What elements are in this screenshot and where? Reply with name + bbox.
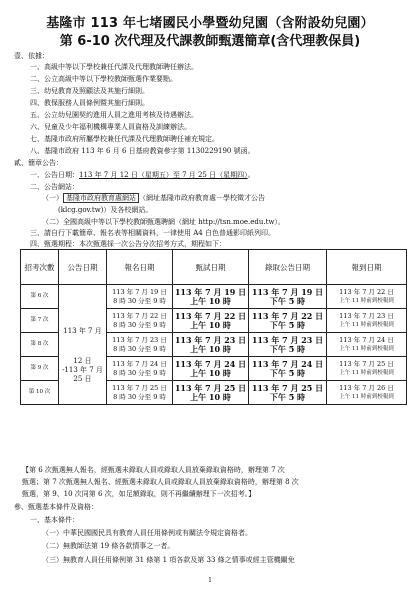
- result-cell: [249, 309, 327, 333]
- report-cell: [327, 309, 407, 333]
- condition-item: （一）中華民國國民具有教育人員任用條例或有關法令規定資格者。: [42, 529, 252, 537]
- exam-time: 上午 10 時: [190, 319, 231, 330]
- condition-item: （三）無教育人員任用條例第 31 條第 1 項各款及第 33 條之情事或經主管機關免: [42, 556, 295, 564]
- result-cell: [249, 381, 327, 405]
- reg-time: 8 時 30 分至 9 時: [113, 368, 166, 377]
- exam-date: 113 年 7 月 24 日: [174, 358, 247, 369]
- condition-item: （二）無教師法第 19 條各款情事之一者。: [42, 542, 175, 550]
- document-title-line2: 第 6-10 次代理及代課教師甄選簡章(含代理教保員): [59, 34, 361, 49]
- exam-time: 上午 10 時: [190, 343, 231, 354]
- document-title-line1: 基隆市 113 年七堵國民小學暨幼兒園（含附設幼兒園）: [46, 16, 374, 31]
- result-date: 113 年 7 月 25 日: [251, 382, 324, 393]
- page-number: 1: [208, 577, 212, 584]
- report-date: 113 年 7 月 23 日: [339, 311, 394, 320]
- exam-time: 上午 10 時: [190, 367, 231, 378]
- schedule-note-line: 【第 6 次甄選無人報名，經甄選未錄取人員或錄取人員放棄錄取資格時，辦理第 7 次: [22, 466, 285, 474]
- announcement-site-2: （二）全國高級中等以下學校教師甄選聘網（網址 http://tsn.moe.edu.tw）。: [42, 218, 285, 226]
- registration-cell: [107, 333, 173, 357]
- header-result: 錄取公告日期: [249, 250, 327, 285]
- basic-conditions-heading: 一、基本條件：: [30, 516, 79, 524]
- announcement-date-value: 113 年 7 月 12 日（星期五）至 7 月 25 日（星期四）: [79, 171, 248, 179]
- schedule-note-line: 甄選；第 7 次甄選無人報名、經甄選未錄取人員或錄取人員放棄錄取資格時，辦理第 8 次: [22, 478, 299, 486]
- report-cell: [327, 285, 407, 309]
- schedule-note-line: 甄選，第 9、10 次同第 6 次，如足額錄取，則不再繼續辦理下一次招考。】: [22, 490, 256, 498]
- report-cell: [327, 357, 407, 381]
- report-time: 上午 11 時前到校報到: [339, 345, 394, 352]
- section3-heading: 參、甄選基本條件及資格：: [14, 503, 98, 511]
- announcement-site-heading: 二、公告網站：: [30, 183, 79, 191]
- round-cell: 第 10 次: [21, 381, 59, 405]
- round-cell: 第 7 次: [21, 309, 59, 333]
- report-cell: [327, 381, 407, 405]
- header-round: 招考次數: [21, 250, 59, 285]
- report-date: 113 年 7 月 25 日: [339, 359, 394, 368]
- registration-cell: [107, 357, 173, 381]
- header-report: 報到日期: [327, 250, 407, 285]
- result-time: 下午 5 時: [269, 343, 306, 354]
- basis-item: 六、兒童及少年福利機構專業人員資格及訓練辦法。: [30, 123, 191, 131]
- basis-item: 八、基隆市政府 113 年 6 月 6 日基府教資參字第 1130229190 號函。: [30, 147, 255, 155]
- basis-item: 五、公立幼兒園契約進用人員之進用考核及待遇辦法。: [30, 111, 198, 119]
- announce-period-b: 12 日: [73, 357, 92, 365]
- report-date: 113 年 7 月 22 日: [339, 287, 394, 296]
- download-notice: 三、請自行下載簡章、報名表等相關資料，一律使用 A4 白色普通影印紙列印。: [30, 229, 275, 237]
- header-announce: 公告日期: [59, 250, 107, 285]
- basis-item: 一、高級中等以下學校兼任代課及代理教師聘任辦法。: [30, 63, 198, 71]
- announce-period-d: 25 日: [73, 375, 92, 383]
- result-date: 113 年 7 月 22 日: [251, 310, 324, 321]
- exam-time: 上午 10 時: [190, 391, 231, 402]
- result-time: 下午 5 時: [269, 319, 306, 330]
- table-header-row: [21, 250, 407, 285]
- header-exam: 甄試日期: [173, 250, 249, 285]
- reg-date: 113 年 7 月 25 日: [112, 383, 167, 392]
- reg-date: 113 年 7 月 23 日: [112, 335, 167, 344]
- reg-time: 8 時 30 分至 9 時: [113, 392, 166, 401]
- registration-cell: [107, 285, 173, 309]
- exam-cell: [173, 357, 249, 381]
- site1-name-link[interactable]: 基隆市政府教育處網站: [63, 193, 139, 203]
- basis-item: 二、公立高級中等以下學校教師甄選作業要點。: [30, 75, 177, 83]
- registration-cell: [107, 381, 173, 405]
- report-time: 上午 11 時前到校報到: [339, 369, 394, 376]
- exam-cell: [173, 333, 249, 357]
- site1-number: （一）: [42, 194, 63, 202]
- result-cell: [249, 285, 327, 309]
- reg-date: 113 年 7 月 22 日: [112, 311, 167, 320]
- reg-date: 113 年 7 月 24 日: [112, 359, 167, 368]
- report-time: 上午 11 時前到校報到: [339, 321, 394, 328]
- result-cell: [249, 333, 327, 357]
- schedule-intro: 四、甄選期程：本次甄選採一次公告分次招考方式，期程如下：: [30, 240, 226, 248]
- round-cell: 第 8 次: [21, 333, 59, 357]
- exam-date: 113 年 7 月 25 日: [174, 382, 247, 393]
- header-registration: 報名日期: [107, 250, 173, 285]
- report-date: 113 年 7 月 24 日: [339, 335, 394, 344]
- basis-item: 三、幼兒教育及照顧法及其施行細則。: [30, 87, 149, 95]
- announcement-date-suffix: 。: [247, 171, 255, 179]
- exam-time: 上午 10 時: [190, 295, 231, 306]
- report-time: 上午 11 時前到校報到: [339, 393, 394, 400]
- exam-date: 113 年 7 月 22 日: [174, 310, 247, 321]
- reg-date: 113 年 7 月 19 日: [112, 287, 167, 296]
- round-cell: 第 9 次: [21, 357, 59, 381]
- section1-heading: 壹、依據：: [14, 52, 49, 60]
- exam-cell: [173, 309, 249, 333]
- registration-cell: [107, 309, 173, 333]
- basis-item: 四、教保服務人員條例暨其施行細則。: [30, 99, 149, 107]
- result-time: 下午 5 時: [269, 295, 306, 306]
- exam-date: 113 年 7 月 23 日: [174, 334, 247, 345]
- announcement-date: [30, 171, 255, 180]
- basis-item: 七、基隆市政府所屬學校兼任代課及代理教師聘任補充規定。: [30, 135, 219, 143]
- result-time: 下午 5 時: [269, 367, 306, 378]
- announce-period-a: 113 年 7 月: [63, 327, 102, 335]
- report-cell: [327, 333, 407, 357]
- announcement-date-prefix: 一、公告日期：: [30, 171, 79, 179]
- table-row: [21, 285, 407, 309]
- exam-date: 113 年 7 月 19 日: [174, 286, 247, 297]
- announce-period-cell: [59, 285, 107, 405]
- result-cell: [249, 357, 327, 381]
- result-time: 下午 5 時: [269, 391, 306, 402]
- round-cell: 第 6 次: [21, 285, 59, 309]
- reg-time: 8 時 30 分至 9 時: [113, 344, 166, 353]
- result-date: 113 年 7 月 19 日: [251, 286, 324, 297]
- exam-cell: [173, 285, 249, 309]
- announce-period-c: -113 年 7 月: [62, 366, 103, 374]
- result-date: 113 年 7 月 24 日: [251, 358, 324, 369]
- reg-time: 8 時 30 分至 9 時: [113, 320, 166, 329]
- section2-heading: 貳、簡章公告：: [14, 159, 63, 167]
- result-date: 113 年 7 月 23 日: [251, 334, 324, 345]
- announcement-site-1: [42, 194, 265, 203]
- site1-url-text: （網址基隆市政府教育處－學校徵才公告: [139, 194, 265, 202]
- reg-time: 8 時 30 分至 9 時: [113, 296, 166, 305]
- exam-cell: [173, 381, 249, 405]
- schedule-table: [20, 249, 407, 405]
- report-time: 上午 11 時前到校報到: [339, 297, 394, 304]
- report-date: 113 年 7 月 26 日: [339, 383, 394, 392]
- announcement-site-1-cont: (klcg.gov.tw)）及各校網站。: [58, 206, 153, 214]
